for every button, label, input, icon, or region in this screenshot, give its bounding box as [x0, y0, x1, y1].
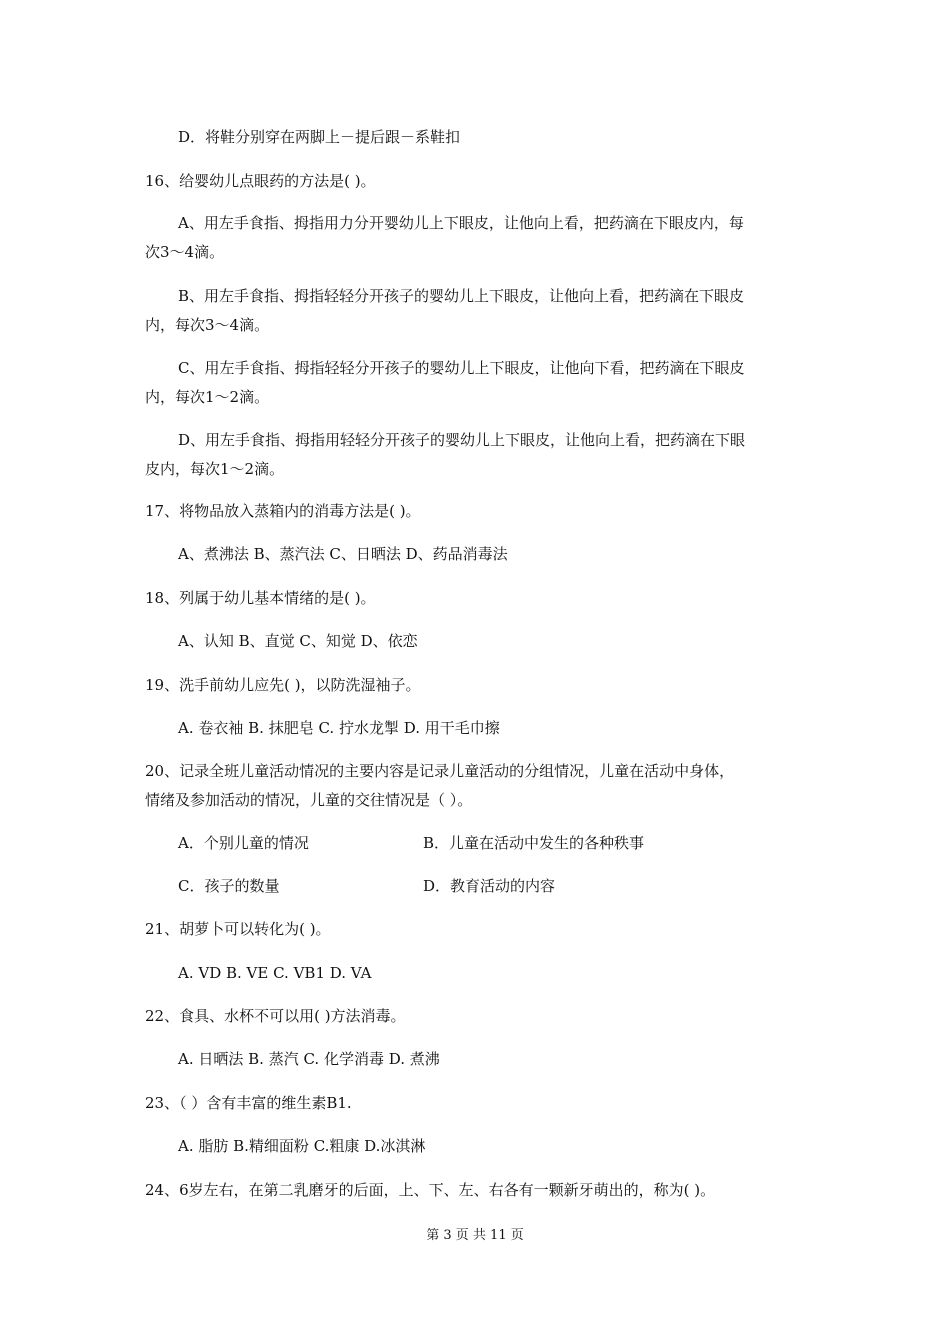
question-24: 24、6岁左右，在第二乳磨牙的后面，上、下、左、右各有一颗新牙萌出的，称为( )。 — [145, 1181, 716, 1199]
question-20-line1: 20、记录全班儿童活动情况的主要内容是记录儿童活动的分组情况，儿童在活动中身体， — [145, 762, 735, 780]
question-22: 22、食具、水杯不可以用( )方法消毒。 — [145, 1007, 406, 1025]
question-21: 21、胡萝卜可以转化为( )。 — [145, 920, 331, 938]
q16-option-b-line2: 内，每次3～4滴。 — [145, 316, 270, 334]
q20-option-a: A．个别儿童的情况 — [178, 834, 309, 852]
q16-option-c-line1: C、用左手食指、拇指轻轻分开孩子的婴幼儿上下眼皮，让他向下看，把药滴在下眼皮 — [178, 359, 745, 377]
question-17: 17、将物品放入蒸箱内的消毒方法是( )。 — [145, 502, 421, 520]
q18-options: A、认知 B、直觉 C、知觉 D、依恋 — [178, 632, 418, 650]
question-19: 19、洗手前幼儿应先( )，以防洗湿袖子。 — [145, 676, 421, 694]
q15-option-d: D．将鞋分别穿在两脚上－提后跟－系鞋扣 — [178, 128, 461, 146]
question-23: 23、（ ）含有丰富的维生素B1. — [145, 1094, 352, 1112]
q16-option-b-line1: B、用左手食指、拇指轻轻分开孩子的婴幼儿上下眼皮，让他向上看，把药滴在下眼皮 — [178, 287, 745, 305]
q16-option-d-line2: 皮内，每次1～2滴。 — [145, 460, 285, 478]
q19-options: A. 卷衣袖 B. 抹肥皂 C. 拧水龙掣 D. 用干毛巾擦 — [178, 719, 500, 737]
q16-option-a-line1: A、用左手食指、拇指用力分开婴幼儿上下眼皮，让他向上看，把药滴在下眼皮内，每 — [178, 214, 744, 232]
page-footer: 第 3 页 共 11 页 — [426, 1228, 524, 1243]
q21-options: A. VD B. VE C. VB1 D. VA — [178, 964, 372, 982]
q17-options: A、煮沸法 B、蒸汽法 C、日晒法 D、药品消毒法 — [178, 545, 508, 563]
q20-option-b: B．儿童在活动中发生的各种秩事 — [423, 834, 645, 852]
q16-option-d-line1: D、用左手食指、拇指用轻轻分开孩子的婴幼儿上下眼皮，让他向上看，把药滴在下眼 — [178, 431, 746, 449]
q22-options: A. 日晒法 B. 蒸汽 C. 化学消毒 D. 煮沸 — [178, 1050, 440, 1068]
q23-options: A. 脂肪 B.精细面粉 C.粗康 D.冰淇淋 — [178, 1137, 426, 1155]
q20-option-c: C．孩子的数量 — [178, 877, 280, 895]
question-18: 18、列属于幼儿基本情绪的是( )。 — [145, 589, 376, 607]
q20-option-d: D．教育活动的内容 — [423, 877, 556, 895]
q16-option-c-line2: 内，每次1～2滴。 — [145, 388, 270, 406]
q16-option-a-line2: 次3～4滴。 — [145, 243, 225, 261]
question-16: 16、给婴幼儿点眼药的方法是( )。 — [145, 172, 376, 190]
question-20-line2: 情绪及参加活动的情况，儿童的交往情况是（ ）。 — [145, 791, 473, 809]
